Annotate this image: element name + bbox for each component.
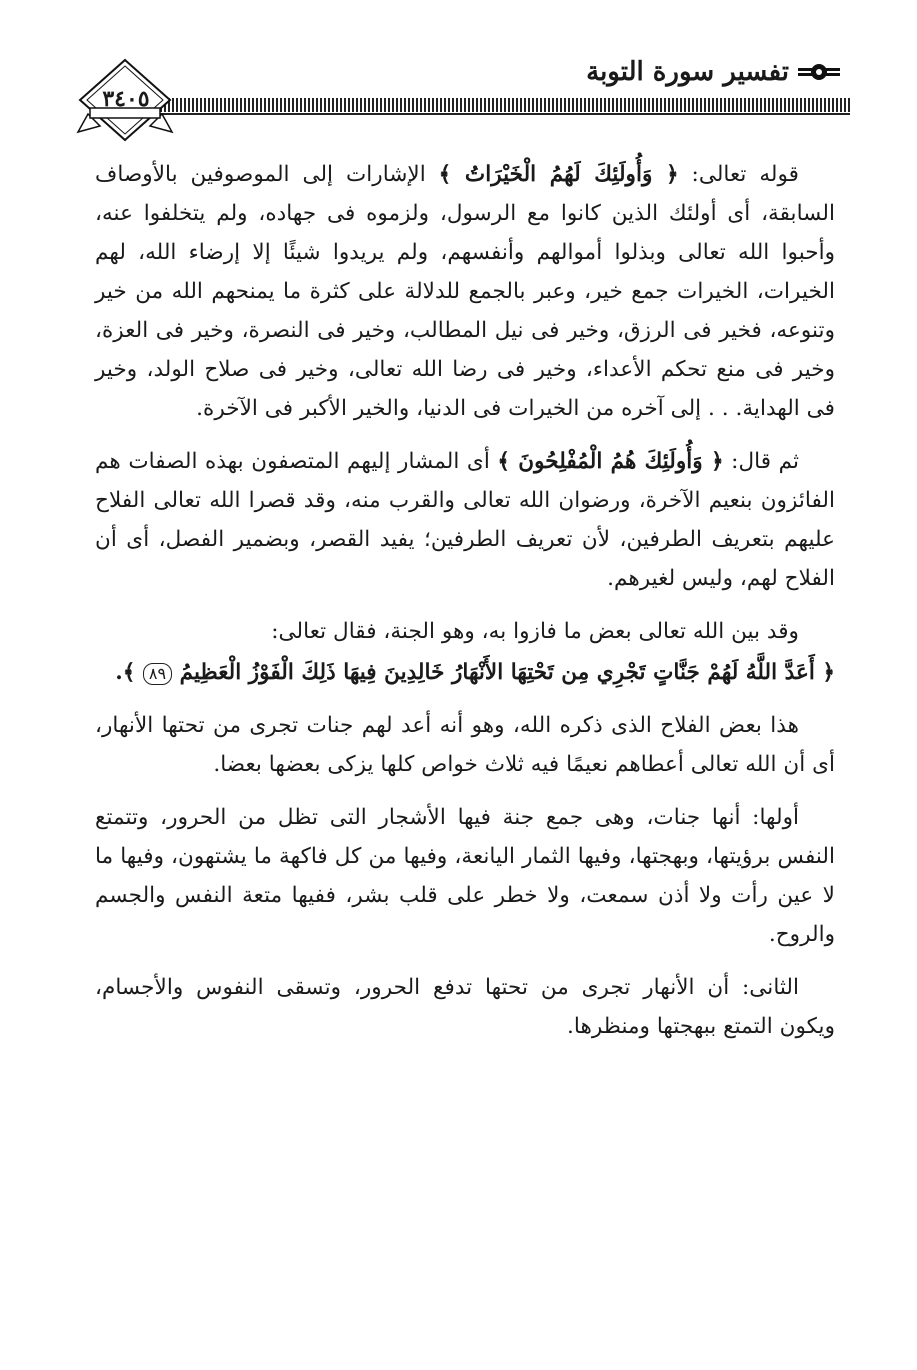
paragraph-1 — [95, 155, 835, 428]
page-header — [0, 0, 917, 150]
paragraph-4: هذا بعض الفلاح الذى ذكره الله، وهو أنه أعد لهم جنات تجرى من تحتها الأنهار، أى أن الله تعالى أعطاهم نعيمًا فيه ثلاث خواص كلها يزكى بعضها بعضا. — [95, 713, 835, 777]
quran-verse — [95, 653, 835, 692]
quran-verse-text: ﴿ أَعَدَّ اللَّهُ لَهُمْ جَنَّاتٍ تَجْرِي مِن تَحْتِهَا الأَنْهَارُ خَالِدِينَ فِيهَا ذَلِكَ الْفَوْزُ الْعَظِيمُ — [172, 660, 835, 685]
page-number: ٣٤٠٥ — [102, 86, 150, 112]
header-rule-line — [160, 113, 850, 115]
quran-quote: ﴿ وَأُولَئِكَ لَهُمُ الْخَيْرَاتُ ﴾ — [438, 162, 679, 187]
paragraph-2-lead: ثم قال: — [723, 449, 799, 474]
quran-quote: ﴿ وَأُولَئِكَ هُمُ الْمُفْلِحُونَ ﴾ — [497, 449, 724, 474]
paragraph-1-lead: قوله تعالى: — [678, 162, 799, 187]
page-body — [95, 155, 835, 1350]
quran-verse-close: ﴾. — [115, 660, 143, 685]
paragraph-2 — [95, 442, 835, 598]
paragraph-3: وقد بين الله تعالى بعض ما فازوا به، وهو الجنة، فقال تعالى: — [271, 619, 799, 644]
page-header-title: تفسير سورة التوبة — [586, 57, 789, 87]
header-rule — [160, 98, 850, 112]
ayah-number: ٨٩ — [143, 663, 172, 685]
flower-ornament-icon — [790, 58, 848, 86]
paragraph-2-text: أى المشار إليهم المتصفون بهذه الصفات هم الفائزون بنعيم الآخرة، ورضوان الله تعالى والقرب منه، وقد قصرا الله تعالى الفلاح عليهم بتعريف الطرفين، لأن تعريف الطرفين؛ يفيد القصر، وبضمير الفصل، أى أن الفلاح لهم، وليس لغيرهم. — [95, 449, 835, 591]
paragraph-1-text: الإشارات إلى الموصوفين بالأوصاف السابقة، أى أولئك الذين كانوا مع الرسول، ولزموه فى جهاده، ولم يتخلفوا عنه، وأحبوا الله تعالى وبذلوا أموالهم وأنفسهم، ولم يريدوا شيئًا إلا إرضاء الله، لهم الخيرات، الخيرات جمع خير، وعبر بالجمع للدلالة على كثرة ما يمنحهم الله من خير وتنوعه، فخير فى الرزق، وخير فى نيل المطالب، وخير فى النصرة، وخير فى العزة، وخير فى منع تحكم الأعداء، وخير فى رضا الله تعالى، وخير فى صلاح الولد، وخير فى الهداية. . . إلى آخره من الخيرات فى الدنيا، والخير الأكبر فى الآخرة. — [95, 162, 835, 421]
paragraph-6: الثانى: أن الأنهار تجرى من تحتها تدفع الحرور، وتسقى النفوس والأجسام، ويكون التمتع ببهجتها ومنظرها. — [95, 975, 835, 1039]
paragraph-5: أولها: أنها جنات، وهى جمع جنة فيها الأشجار التى تظل من الحرور، وتتمتع النفس برؤيتها، وبهجتها، وفيها الثمار اليانعة، وفيها من كل فاكهة ما يشتهون، وفيها ما لا عين رأت ولا أذن سمعت، ولا خطر على قلب بشر، ففيها متعة النفس والجسم والروح. — [95, 805, 835, 947]
